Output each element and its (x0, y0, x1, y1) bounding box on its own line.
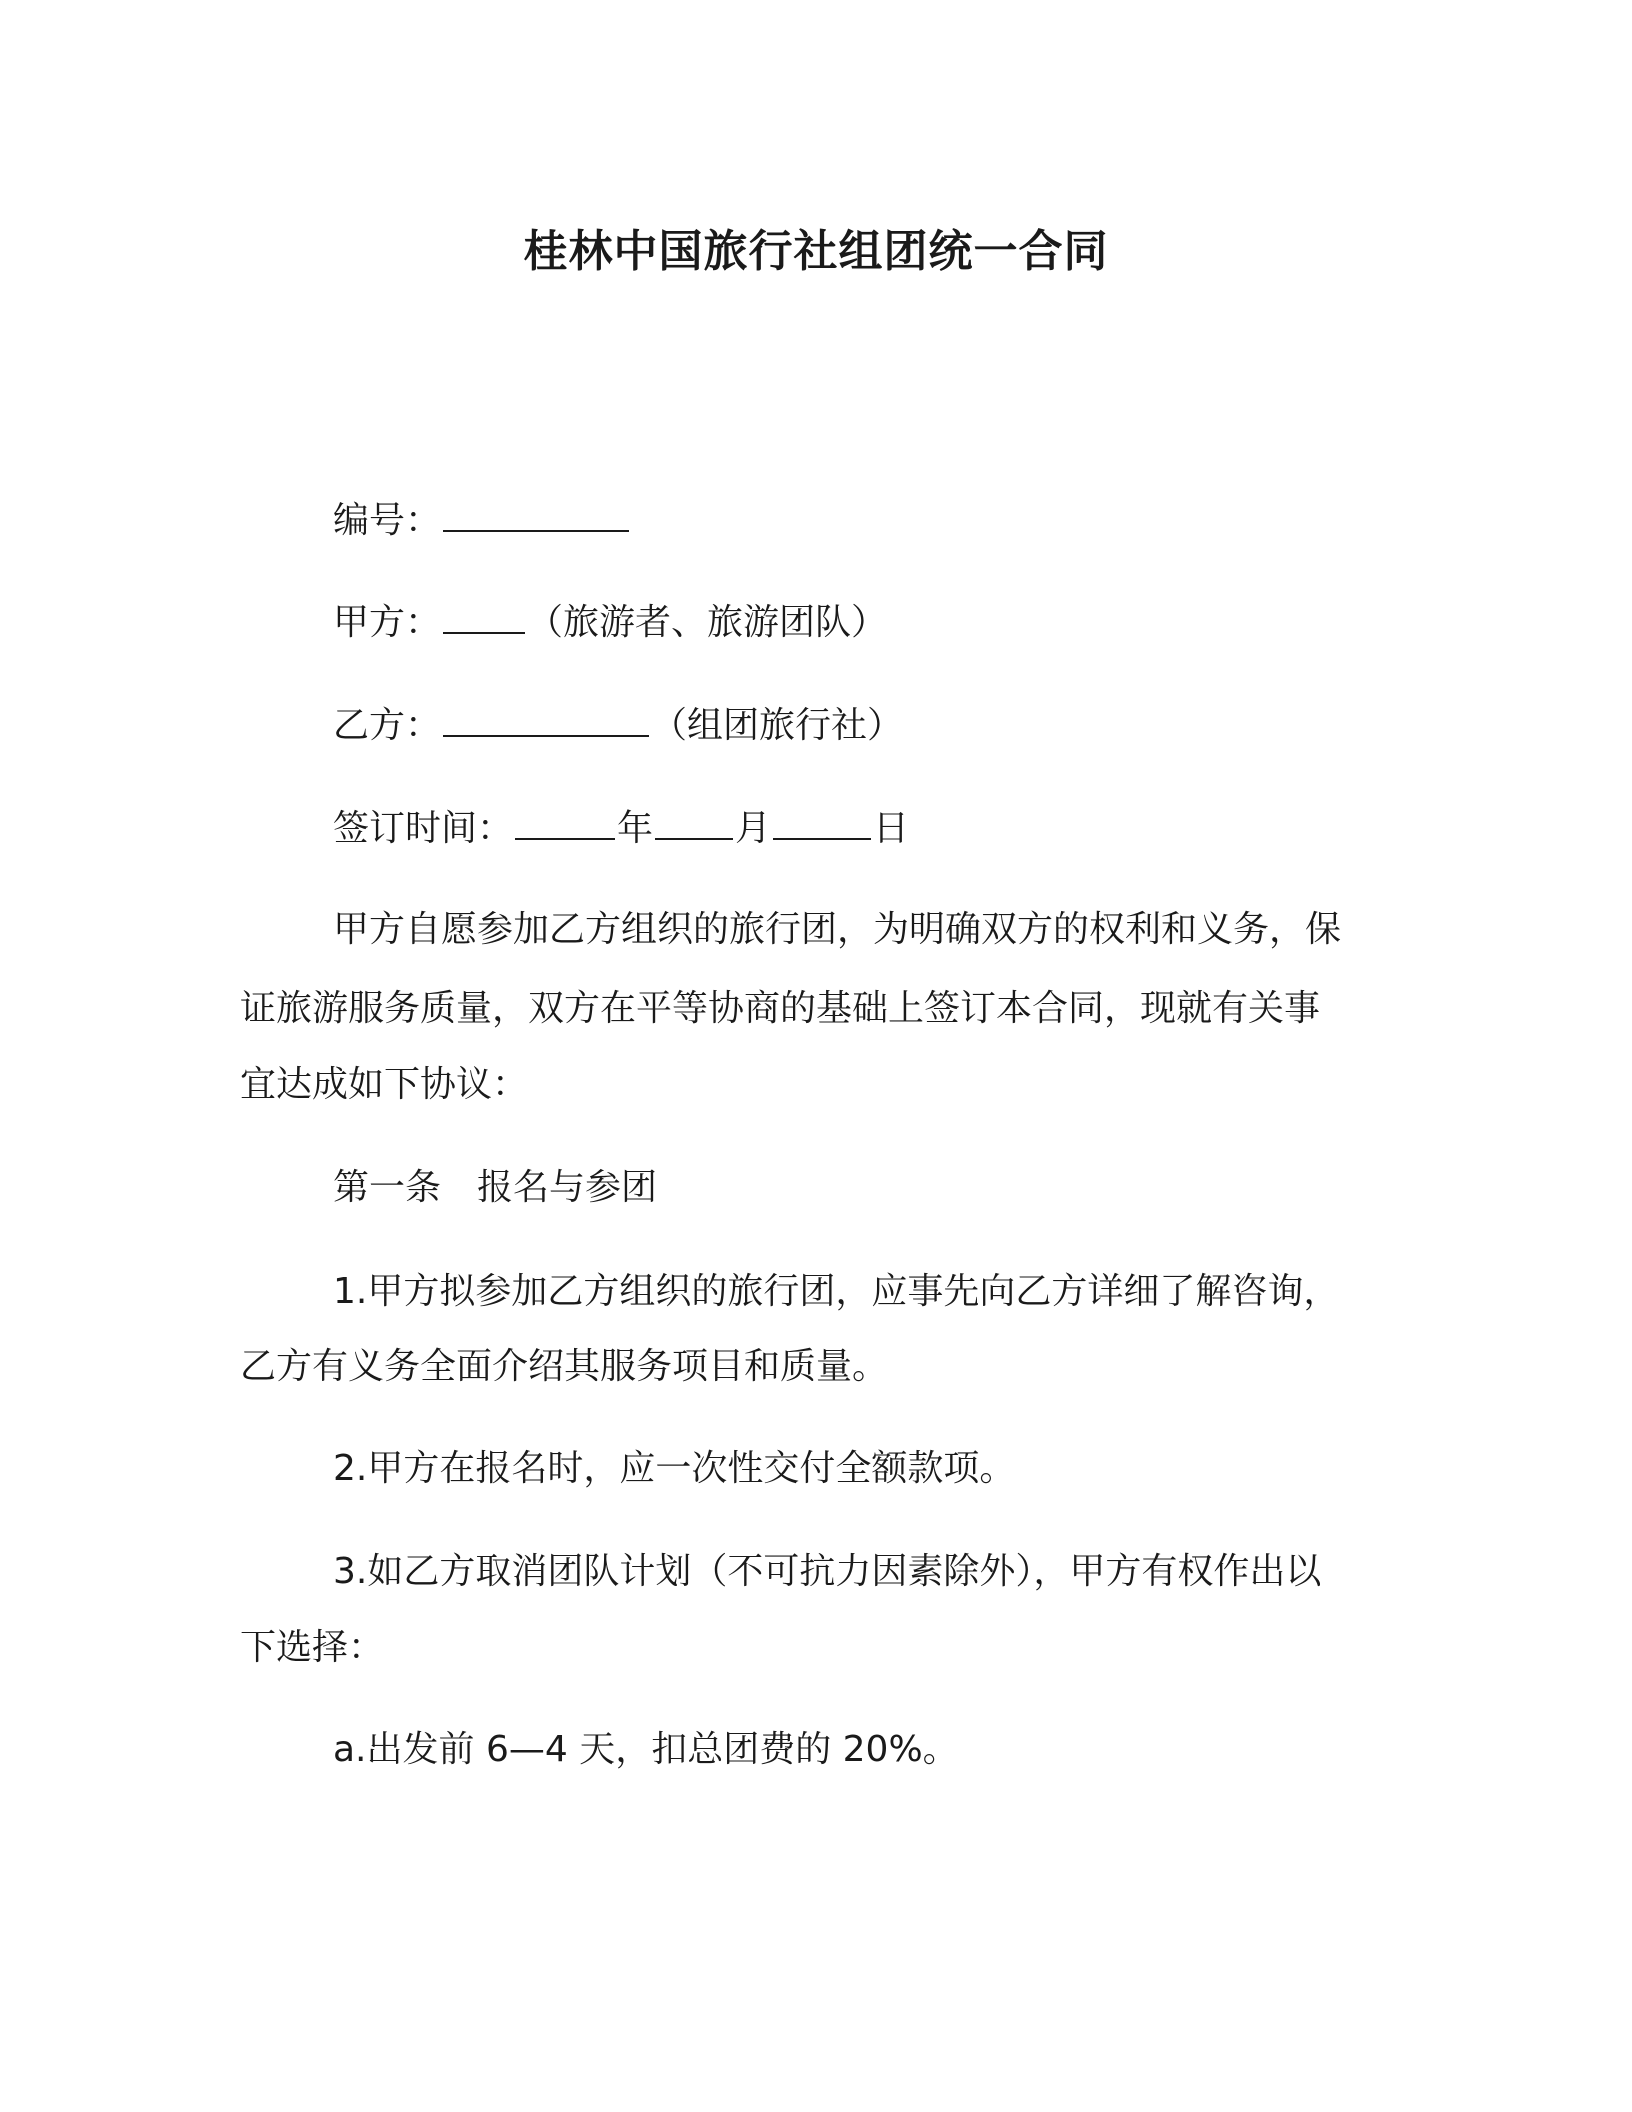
party-b-label: 乙方： (333, 705, 442, 746)
article-1-item-a: a.出发前 6—4 天，扣总团费的 20%。 (333, 1729, 959, 1770)
sign-month-blank[interactable] (655, 804, 733, 840)
article-1-item-3-line-1: 3.如乙方取消团队计划（不可抗力因素除外），甲方有权作出以 (333, 1551, 1322, 1592)
intro-line-3: 宜达成如下协议： (240, 1064, 529, 1105)
sign-date-line (333, 804, 909, 853)
intro-line-1: 甲方自愿参加乙方组织的旅行团，为明确双方的权利和义务，保 (333, 909, 1342, 950)
contract-number-label: 编号： (333, 500, 442, 541)
article-1-heading: 第一条 报名与参团 (333, 1167, 658, 1208)
party-b-line (333, 701, 903, 750)
article-1-item-1-line-2: 乙方有义务全面介绍其服务项目和质量。 (240, 1346, 889, 1387)
party-b-blank[interactable] (443, 701, 649, 737)
month-label: 月 (735, 808, 772, 849)
party-a-blank[interactable] (443, 598, 525, 634)
article-1-item-2: 2.甲方在报名时，应一次性交付全额款项。 (333, 1448, 1016, 1489)
party-b-note: （组团旅行社） (651, 705, 904, 746)
day-label: 日 (873, 808, 910, 849)
party-a-note: （旅游者、旅游团队） (527, 602, 888, 643)
year-label: 年 (617, 808, 654, 849)
contract-number-line (333, 496, 631, 545)
sign-day-blank[interactable] (773, 804, 871, 840)
party-a-line (333, 598, 887, 647)
contract-number-blank[interactable] (443, 496, 629, 532)
document-title: 桂林中国旅行社组团统一合同 (523, 226, 1109, 277)
sign-year-blank[interactable] (515, 804, 615, 840)
intro-line-2: 证旅游服务质量，双方在平等协商的基础上签订本合同，现就有关事 (240, 988, 1321, 1029)
article-1-item-1-line-1: 1.甲方拟参加乙方组织的旅行团，应事先向乙方详细了解咨询， (333, 1271, 1340, 1312)
article-1-item-3-line-2: 下选择： (240, 1627, 385, 1668)
party-a-label: 甲方： (333, 602, 442, 643)
sign-date-label: 签订时间： (333, 808, 514, 849)
